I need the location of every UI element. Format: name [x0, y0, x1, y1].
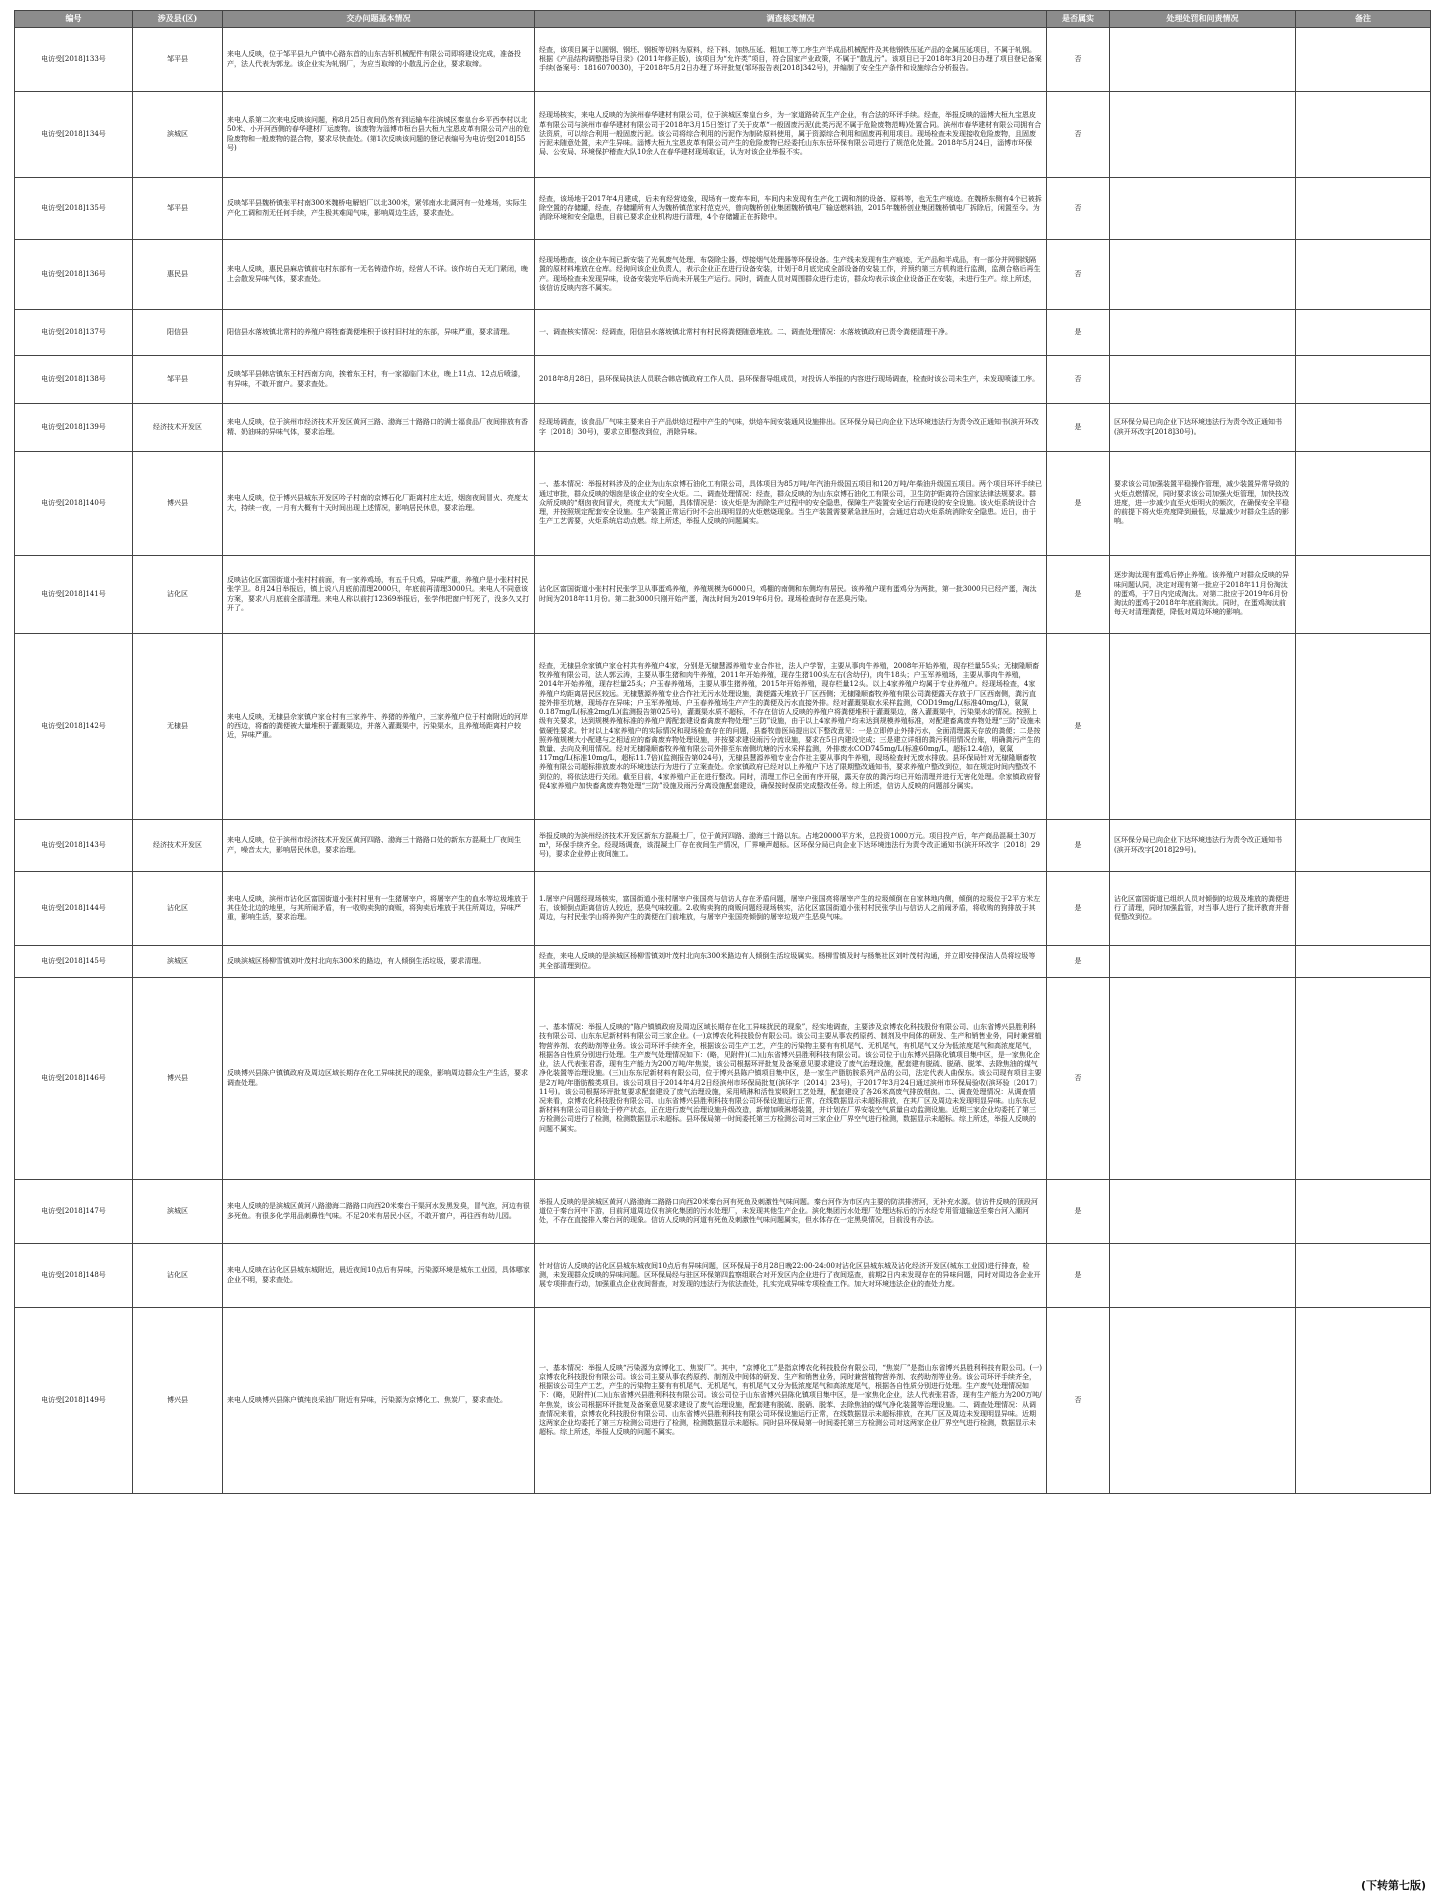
cell-truth-flag: 否 — [1047, 356, 1110, 404]
cell-remark — [1296, 820, 1431, 872]
cell-truth-flag: 是 — [1047, 634, 1110, 820]
cell-finding-text: 举报反映的为滨州经济技术开发区新东方混凝土厂，位于黄河四路、渤海三十路以东。占地20000平方米，总投资1000万元。项目投产后，年产商品混凝土30万m³，环保手续齐全。经现场调查，该混凝土厂存在夜间生产情况，厂界噪声超标。区环保分局已向企业下达环境违法行为责令改正通知书(滨开环改字〔2018〕29号)，要求企业停止夜间施工。 — [535, 820, 1047, 872]
cell-action-text — [1110, 634, 1296, 820]
cell-action-text: 区环保分局已向企业下达环境违法行为责令改正通知书(滨开环改字[2018]29号)。 — [1110, 820, 1296, 872]
cell-issue-text: 反映邹平县魏桥镇张平村南300米魏桥电解铝厂以北300米，紧邻南水北调河有一处堆场，实际生产化工调和剂无任何手续，产生极其难闻气味，影响周边生活，要求查处。 — [223, 178, 535, 240]
cell-case-number: 电访受[2018]147号 — [15, 1180, 133, 1244]
cell-finding-text: 经查，来电人反映的是滨城区杨柳雪镇刘叶茂村北向东300米路边有人倾倒生活垃圾属实。杨柳雪镇及时与杨集社区刘叶茂村沟通，并立即安排保洁人员将垃圾等其全部清理到位。 — [535, 946, 1047, 978]
cell-case-number: 电访受[2018]136号 — [15, 240, 133, 310]
cell-case-number: 电访受[2018]148号 — [15, 1244, 133, 1308]
table-row — [15, 978, 1431, 1180]
cell-case-number: 电访受[2018]137号 — [15, 310, 133, 356]
cell-truth-flag: 否 — [1047, 240, 1110, 310]
cell-finding-text: 针对信访人反映的沾化区县城东城夜间10点后有异味问题，区环保局于8月28日晚22:00-24:00对沾化区县城东城及沾化经济开发区(城东工业园)进行排查，检测，未发现群众反映的异味问题。区环保局经与驻区环保第四监察组联合对开发区内企业进行了夜间巡查，前期2日内未发现存在的异味问题，同时对周边各企业开展专项排查行动，加强重点企业夜间督查，对发现的违法行为依法查处，扎实完成异味专项检查工作。加大对环境违法企业的查处力度。 — [535, 1244, 1047, 1308]
table-row — [15, 404, 1431, 452]
cell-county: 惠民县 — [133, 240, 223, 310]
header-action: 处理处罚和问责情况 — [1110, 11, 1296, 28]
cell-action-text — [1110, 310, 1296, 356]
cell-case-number: 电访受[2018]142号 — [15, 634, 133, 820]
cell-truth-flag: 是 — [1047, 872, 1110, 946]
cell-county: 滨城区 — [133, 92, 223, 178]
cell-truth-flag: 否 — [1047, 28, 1110, 92]
cell-issue-text: 来电人系第二次来电反映该问题，称8月25日夜间仍然有到运输车往滨城区秦皇台乡平西李村以北50米、小开河西侧的春华建材厂运废物。该废物为淄博市桓台县大桓九宝恩皮革有限公司产出的危险废物和一般废物的混合物，要求尽快查处。(第1次反映该问题的登记表编号为电访受[2018]55号) — [223, 92, 535, 178]
table-row — [15, 946, 1431, 978]
cell-remark — [1296, 240, 1431, 310]
cell-county: 滨城区 — [133, 1180, 223, 1244]
header-finding: 调查核实情况 — [535, 11, 1047, 28]
table-row — [15, 28, 1431, 92]
cell-remark — [1296, 872, 1431, 946]
cell-issue-text: 来电人反映的是滨城区黄河八路渤海二路路口向西20米秦台干渠河水发黑发臭，冒气泡，河边有很多死鱼。有很多化学用品刺鼻性气味。不足20米有居民小区，不敢开窗户，再往西有幼儿园。 — [223, 1180, 535, 1244]
cell-finding-text: 一、基本情况：举报人反映“污染源为京博化工、焦炭厂”。其中，“京博化工”是指京博农化科技股份有限公司，“焦炭厂”是指山东省博兴县胜利科技有限公司。(一)京博农化科技股份有限公司。该公司主要从事农药原药、制剂及中间体的研发、生产和销售业务，同时兼营植物营养剂、农药助剂等业务。该公司环评手续齐全，根据该公司生产工艺，产生的污染物主要有有机尾气、无机尾气，有机尾气又分为低浓度尾气和高浓度尾气，根据各自性质分别进行处理。生产废气处理情况如下：(略，见附件)(二)山东省博兴县胜利科技有限公司。该公司位于山东省博兴县陈化镇项目集中区，是一家焦化企业，法人代表张君香，现有生产能力为200万吨/年焦炭，该公司根据环评批复及备案意见要求建设了废气治理设施，配套建有脱硫、脱硝、脱苯、去除焦油的煤气净化装置等治理设施。二、调查处理情况：从调查情况来看，京博农化科技股份有限公司、山东省博兴县胜利科技有限公司环保设施运行正常，在线数据显示未超标排放，在其厂区及周边未发现明显异味。近期这两家企业均委托了第三方检测公司进行了检测，检测数据显示未超标。同时县环保局第一时间委托第三方检测公司对这两家企业厂界空气进行检测，数据显示未超标。综上所述，举报人反映的问题不属实。 — [535, 1308, 1047, 1494]
cell-finding-text: 2018年8月28日，县环保局执法人员联合韩店镇政府工作人员、县环保督导组成员，对投诉人举报的内容进行现场调查，检查时该公司未生产，未发现喷漆工序。 — [535, 356, 1047, 404]
cell-case-number: 电访受[2018]140号 — [15, 452, 133, 556]
cell-remark — [1296, 92, 1431, 178]
cell-case-number: 电访受[2018]145号 — [15, 946, 133, 978]
cell-action-text — [1110, 240, 1296, 310]
table-row — [15, 1244, 1431, 1308]
cell-remark — [1296, 452, 1431, 556]
cell-issue-text: 来电人反映博兴县陈户镇纯良采油厂附近有异味，污染源为京博化工、焦炭厂，要求查处。 — [223, 1308, 535, 1494]
cell-issue-text: 反映博兴县陈户镇镇政府及周边区域长期存在化工异味扰民的现象，影响周边群众生产生活，要求调查处理。 — [223, 978, 535, 1180]
cell-finding-text: 沾化区富国街道小张村村民张学卫从事蛋鸡养殖，养殖规模为6000只，鸡棚的南侧和东侧均有居民。该养殖户现有蛋鸡分为两批，第一批3000只已经产蛋，淘汰时间为2018年11月份。第二批3000只刚开始产蛋，淘汰时间为2019年6月份。现场检查时存在恶臭污染。 — [535, 556, 1047, 634]
header-truth: 是否属实 — [1047, 11, 1110, 28]
cell-remark — [1296, 946, 1431, 978]
cell-county: 滨城区 — [133, 946, 223, 978]
cell-county: 沾化区 — [133, 872, 223, 946]
cell-case-number: 电访受[2018]144号 — [15, 872, 133, 946]
table-row — [15, 634, 1431, 820]
continued-note: (下转第七版) — [1360, 1879, 1426, 1892]
cell-finding-text: 经现场调查，该食品厂气味主要来自于产品烘焙过程中产生的气味，烘焙车间安装通风设施排出。区环保分局已向企业下达环境违法行为责令改正通知书(滨开环改字〔2018〕30号)，要求立即整改到位，消除异味。 — [535, 404, 1047, 452]
cell-truth-flag: 否 — [1047, 978, 1110, 1180]
cell-case-number: 电访受[2018]143号 — [15, 820, 133, 872]
cell-remark — [1296, 634, 1431, 820]
cell-issue-text: 来电人反映，位于滨州市经济技术开发区黄河四路、渤海三十路路口处的新东方混凝土厂夜间生产，噪音太大，影响居民休息，要求治理。 — [223, 820, 535, 872]
cell-truth-flag: 是 — [1047, 1180, 1110, 1244]
cell-finding-text: 经查，无棣县佘家镇户家仓村共有养殖户4家，分别是无棣慧源养殖专业合作社，法人户学智，主要从事肉牛养殖，2008年开始养殖，现存栏量55头；无棣隆顺畜牧养殖有限公司，法人郭云涛，主要从事生猪和肉牛养殖，2011年开始养殖，现存生猪100头左右(含幼仔)，肉牛18头；户玉军养殖场，主要从事肉牛养殖，2014年开始养殖，现存栏量25头；户玉春养殖场，主要从事生猪养殖，2015年开始养殖，现存栏量12头。以上4家养殖户均属于专业养殖户。经现场检查，4家养殖户均距离居民区较远。无棣慧源养殖专业合作社无污水处理设施，粪便露天堆放于厂区西侧；无棣隆顺畜牧养殖有限公司粪便露天存放于厂区西南侧，粪污直接外排至坑塘，现场存在异味；户玉军养殖场、户玉春养殖场生产产生的粪便及污水直接外排。经对灌溉渠取水采样监测，COD19mg/L(标准40mg/L)，氨氮0.187mg/L(标准2mg/L)(监测报告第025号)，灌溉渠水质不超标，不存在信访人反映的养殖户将粪便堆积于灌溉渠边，落入灌溉渠中，污染渠水的情况。按照上级有关要求，达到规模养殖标准的养殖户需配套建设畜禽废弃物处理“三防”设施，由于以上4家养殖户均未达到规模养殖标准，对配建畜禽废弃物处理“三防”设施未做硬性要求。针对以上4家养殖户的实际情况和现场检查存在的问题，县畜牧兽医局提出以下整改意见：一是立即停止外排污水，全面清理露天存放的粪便；二是按照养殖规模大小配建与之相适应的畜禽废弃物处理设施，并按要求建设雨污分流设施，要求在5日内建设完成；三是建立详细的粪污利用情况台账，明确粪污产生的数量、去向及利用情况。经对无棣隆顺畜牧养殖有限公司外排至东南侧坑塘的污水采样监测，外排废水COD745mg/L(标准60mg/L，超标12.4倍)，氨氮117mg/L(标准10mg/L，超标11.7倍)(监测报告第024号)，无棣县慧源养殖专业合作社主要从事肉牛养殖，现场检查时无废水排放。县环保局针对无棣隆顺畜牧养殖有限公司超标排放废水的环境违法行为进行了立案查处。佘家镇政府已经对以上养殖户下达了限期整改通知书，要求养殖户整改到位，如在规定时间内整改不到位的，将依法进行关闭。截至目前，4家养殖户正在进行整改。同时，清理工作已全面有序开展，露天存放的粪污均已开始清理并进行无害化处理。佘家镇政府督促4家养殖户加快畜禽废弃物处理“三防”设施及雨污分离设施配套建设，确保按时保质完成整改任务。综上所述，信访人反映的问题部分属实。 — [535, 634, 1047, 820]
table-row — [15, 1180, 1431, 1244]
cell-truth-flag: 否 — [1047, 1308, 1110, 1494]
cell-finding-text: 经现场勘查，该企业车间已新安装了光氧废气处理、布袋除尘器，焊接烟气处理器等环保设备。生产线未发现有生产痕迹，无产品和半成品，有一部分并网铜线隔置的原材料堆放在仓库。经询问该企业负责人，表示企业正在进行设备安装，计划于8月底完成全部设备的安装工作，并预约第三方机构进行监测，监测合格后再生产。现场检查未发现异味，设备安装完毕后尚未开展生产运行。同时，调查人员对周围群众进行走访，群众均表示该企业设备正在安装，未进行生产。综上所述，该信访反映内容不属实。 — [535, 240, 1047, 310]
cell-remark — [1296, 1308, 1431, 1494]
cell-county: 博兴县 — [133, 452, 223, 556]
cell-issue-text: 来电人反映，惠民县麻店镇前屯村东部有一无名铸造作坊，经营人不详。该作坊白天无门紧闭，晚上会散发异味气体，要求查处。 — [223, 240, 535, 310]
cell-case-number: 电访受[2018]133号 — [15, 28, 133, 92]
cell-finding-text: 经现场核实，来电人反映的为滨州春华建材有限公司，位于滨城区秦皇台乡，为一家道路砖瓦生产企业，有合法的环评手续。经查，举报反映的淄博大桓九宝恩皮革有限公司与滨州市春华建材有限公司于2018年3月15日签订了关于皮革“一般固废污泥(此类污泥不属于危险废物范畴)处置合同。滨州市春华建材有限公司拥有合法资质，可以综合利用一般固废污泥。该公司将综合利用的污泥作为制砖原料使用，属于资源综合利用和固废再利用项目。现场检查未发现接收危险废物，且固废污泥未随意处置，未产生异味。淄博大桓九宝恩皮革有限公司产生的危险废物已经委托山东东岳环保有限公司进行了规范化处置。2018年5月24日，淄博市环保局、公安局、环境保护稽查大队10余人在春华建材现场取证，认为对该企业举报不实。 — [535, 92, 1047, 178]
cases-table — [14, 10, 1431, 1494]
header-case-number: 编号 — [15, 11, 133, 28]
cell-truth-flag: 否 — [1047, 92, 1110, 178]
table-row — [15, 556, 1431, 634]
table-row — [15, 178, 1431, 240]
cell-action-text: 区环保分局已向企业下达环境违法行为责令改正通知书(滨开环改字[2018]30号)。 — [1110, 404, 1296, 452]
header-issue: 交办问题基本情况 — [223, 11, 535, 28]
cell-county: 经济技术开发区 — [133, 820, 223, 872]
cell-truth-flag: 是 — [1047, 556, 1110, 634]
cell-remark — [1296, 1244, 1431, 1308]
cell-county: 博兴县 — [133, 978, 223, 1180]
table-header-row — [15, 11, 1431, 28]
cell-remark — [1296, 404, 1431, 452]
table-row — [15, 872, 1431, 946]
cell-action-text — [1110, 1244, 1296, 1308]
cell-case-number: 电访受[2018]146号 — [15, 978, 133, 1180]
cell-county: 阳信县 — [133, 310, 223, 356]
cell-issue-text: 来电人反映在沾化区县城东城附近，晨近夜间10点后有异味，污染源环境是城东工业园，具体哪家企业不明，要求查处。 — [223, 1244, 535, 1308]
disclosure-table-sheet — [14, 10, 1430, 1494]
cell-finding-text: 经查，该场地于2017年4月建成，后未有经营迹象，现场有一废弃车间，车间内未发现有生产化工调和剂的设备、原料等，也无生产痕迹。在魏桥东侧有4个已被拆除空置的存储罐，经查，存储罐所有人为魏桥镇范家村范克兴，曾向魏桥创业集团魏桥镇电厂输送燃料油，2015年魏桥创业集团魏桥镇电厂拆除后，闲置至今。为消除环境和安全隐患，目前已要求企业机构进行清理，4个存储罐正在拆除中。 — [535, 178, 1047, 240]
cell-action-text — [1110, 1308, 1296, 1494]
cell-county: 博兴县 — [133, 1308, 223, 1494]
cell-county: 无棣县 — [133, 634, 223, 820]
cell-truth-flag: 否 — [1047, 178, 1110, 240]
cell-remark — [1296, 28, 1431, 92]
cell-case-number: 电访受[2018]134号 — [15, 92, 133, 178]
cell-issue-text: 反映邹平县韩店镇东王村西南方向，挨着东王村，有一家福临门木业，晚上11点、12点后喷漆，有异味，不敢开窗户。要求查处。 — [223, 356, 535, 404]
cell-remark — [1296, 356, 1431, 404]
cell-remark — [1296, 556, 1431, 634]
cell-truth-flag: 是 — [1047, 310, 1110, 356]
table-row — [15, 820, 1431, 872]
cell-finding-text: 经查，该项目属于以圆钢、钢坯、钢板等切料为原料，经下料、加热压延、粗加工等工序生产半成品机械配件及其他钢铁压延产品的金属压延项目，不属于轧钢。根据《产品结构调整指导目录》(2011年修正版)，该项目为“允许类”项目，符合国家产业政策，不属于“散乱污”。该项目已于2018年3月20日办理了项目登记备案手续(备案号：1816070030)，于2018年5月2日办理了环评批复(邹环报告表[2018]342号)，并编制了安全生产条件和设施综合分析报告。 — [535, 28, 1047, 92]
cell-issue-text: 来电人反映，位于滨州市经济技术开发区黄河三路、渤海三十路路口的满士福食品厂夜间排放有香精、奶油味的异味气体，要求治理。 — [223, 404, 535, 452]
cell-action-text — [1110, 92, 1296, 178]
cell-remark — [1296, 978, 1431, 1180]
header-remark: 备注 — [1296, 11, 1431, 28]
cell-action-text — [1110, 978, 1296, 1180]
cell-remark — [1296, 178, 1431, 240]
cell-issue-text: 来电人反映，滨州市沾化区富国街道小张村村里有一生猪屠宰户，将屠宰产生的血水等垃圾堆放于其住处北边的地里，与其所闹矛盾，有一收购卖狗的商贩，将狗卖后堆放于其住所周边，异味严重，影响生活，要求治理。 — [223, 872, 535, 946]
table-row — [15, 310, 1431, 356]
cell-issue-text: 阳信县水落坡镇北常村的养殖户将牲畜粪便堆积于该村旧村址的东部，异味严重，要求清理。 — [223, 310, 535, 356]
cell-truth-flag: 是 — [1047, 452, 1110, 556]
cell-county: 沾化区 — [133, 1244, 223, 1308]
cell-action-text — [1110, 946, 1296, 978]
cell-county: 邹平县 — [133, 28, 223, 92]
cell-issue-text: 反映沾化区富国街道小张村村前面，有一家养鸡场，有五千只鸡，异味严重，养殖户是小张村村民张学卫。8月24日举报后，镇上说八月底前清理2000只，年底前再清理3000只。来电人不同意该方案，要求八月底前全部清理。来电人称以前打12369举报后，张学伟把窗户钉死了，没多久又打开了。 — [223, 556, 535, 634]
cell-finding-text: 一、基本情况：举报人反映的“陈户镇镇政府及周边区域长期存在化工异味扰民的现象”，经实地调查，主要涉及京博农化科技股份有限公司、山东省博兴县胜利科技有限公司、山东东尼新材料有限公司三家企业。(一)京博农化科技股份有限公司。该公司主要从事农药原药、制剂及中间体的研发、生产和销售业务，同时兼营植物营养剂、农药助剂等业务。该公司环评手续齐全，根据该公司生产工艺，产生的污染物主要有有机尾气、无机尾气，有机尾气又分为低浓度尾气和高浓度尾气，根据各自性质分别进行处理。生产废气处理情况如下：(略，见附件)(二)山东省博兴县胜利科技有限公司。该公司位于山东博兴县陈化镇项目集中区，是一家焦化企业，法人代表张君香，现有生产能力为200万吨/年焦炭，该公司根据环评批复及备案意见要求建设了废气治理设施，配套建有脱硫、脱硝、脱苯、去除焦油的煤气净化装置等治理设施。(三)山东东尼新材料有限公司，位于博兴县陈户镇项目集中区，是一家生产脂肪胺系列产品的公司，法定代表人曲保东。该公司现有项目主要是2万吨/年脂肪酸类项目。该公司项目于2014年4月2日经滨州市环保局批复(滨环字〔2014〕23号)，于2017年3月24日通过滨州市环保局验收(滨环验〔2017〕11号)。该公司根据环评批复要求配套建设了废气治理设施，采用喷淋和活性炭吸附工艺处理，配套建设了各26米高废气排放烟囱。二、调查处理情况：从调查情况来看，京博农化科技股份有限公司、山东省博兴县胜利科技有限公司环保设施运行正常，在线数据显示未超标排放，在其厂区及周边未发现明显异味。山东东尼新材料有限公司目前处于停产状态，正在进行废气治理设施升级改造，新增加喷淋塔装置，并计划在厂界安装空气质量自动监测设施。近期三家企业均委托了第三方检测公司进行了检测，检测数据显示未超标。县环保局第一时间委托第三方检测公司对三家企业厂界空气进行检测，数据显示未超标。综上所述，举报人反映的问题不属实。 — [535, 978, 1047, 1180]
header-county: 涉及县(区) — [133, 11, 223, 28]
cell-finding-text: 一、基本情况：举报材料涉及的企业为山东京博石油化工有限公司，具体项目为85万吨/年汽油升级国五项目和120万吨/年柴油升级国五项目。两个项目环评手续已通过审批，群众反映的烟囱是该企业的安全火炬。二、调查处理情况：经查，群众反映的为山东京博石油化工有限公司，卫生防护距离符合国家法律法规要求。群众所反映的“烟囱夜间冒火，亮度太大”问题，具体情况是：该火炬是为消除生产过程中的安全隐患，保障生产装置安全运行而建设的安全设施。该火炬系统设计合理，并按照规定配套安全设施。生产装置正常运行时不会出现明显的火炬燃烧现象。当生产装置需要紧急泄压时，会通过启动火炬系统消除安全隐患。近日，由于生产工艺需要，火炬系统启动点燃。综上所述，举报人反映的问题属实。 — [535, 452, 1047, 556]
cell-truth-flag: 是 — [1047, 946, 1110, 978]
cell-case-number: 电访受[2018]149号 — [15, 1308, 133, 1494]
table-body — [15, 28, 1431, 1494]
table-row — [15, 92, 1431, 178]
cell-truth-flag: 是 — [1047, 820, 1110, 872]
cell-action-text: 逐步淘汰现有蛋鸡后停止养殖。该养殖户对群众反映的异味问题认同，决定对现有第一批应于2018年11月份淘汰的蛋鸡，于7日内完成淘汰。对第二批应于2019年6月份淘汰的蛋鸡于2018年年底前淘汰。同时，在蛋鸡淘汰前每天对清理粪便，降低对周边环境的影响。 — [1110, 556, 1296, 634]
cell-case-number: 电访受[2018]135号 — [15, 178, 133, 240]
cell-action-text — [1110, 1180, 1296, 1244]
cell-finding-text: 一、调查核实情况：经调查，阳信县水落坡镇北常村有村民将粪便随意堆放。二、调查处理情况：水落坡镇政府已责令粪便清理干净。 — [535, 310, 1047, 356]
cell-truth-flag: 是 — [1047, 1244, 1110, 1308]
cell-case-number: 电访受[2018]138号 — [15, 356, 133, 404]
cell-issue-text: 反映滨城区杨柳雪镇刘叶茂村北向东300米的路边，有人倾倒生活垃圾，要求清理。 — [223, 946, 535, 978]
cell-action-text: 要求该公司加强装置平稳操作管理，减少装置异常导致的火炬点燃情况，同时要求该公司加强火炬管理，加快技改进度，进一步减少直至火炬明火的频次，在确保安全平稳的前提下将火炬亮度降到最低，尽量减少对群众生活的影响。 — [1110, 452, 1296, 556]
cell-finding-text: 举报人反映的是滨城区黄河八路渤海二路路口向西20米秦台河有死鱼及刺激性气味问题。秦台河作为市区内主要的防洪排涝河，无补充水源。信访件反映的顶段河道位于秦台河中下游，目前河道周边仅有滨化集团的污水处理厂，未发现其他生产企业。滨化集团污水处理厂处理达标后的污水经专用管道输送至秦台河入潮河处，不存在直接排入秦台河的现象。信访人反映的河道有死鱼及刺激性气味问题属实，但水体存在一定黑臭情况，目前没有办法。 — [535, 1180, 1047, 1244]
cell-county: 邹平县 — [133, 178, 223, 240]
cell-issue-text: 来电人反映，位于博兴县城东开发区吟子村南的京博石化厂距离村庄太近，烟囱夜间冒火、亮度太大，持续一夜，一月有大概有十天时间出现上述情况，影响居民休息，要求治理。 — [223, 452, 535, 556]
cell-action-text — [1110, 178, 1296, 240]
cell-finding-text: 1.屠宰户问题经现场核实，富国街道小张村屠宰户张国亮与信访人存在矛盾问题，屠宰户张国亮将屠宰产生的垃圾倾倒在自家林地内侧，倾倒的垃圾位于2平方米左右，该倾倒点距离信访人较近，恶臭气味较重。2.收购卖狗的商贩问题经现场核实，沾化区富国街道小张村村民张学山与信访人之前闹矛盾，将收购的狗排放于其周边，与村民张学山将养狗产生的粪便在门前堆放，与屠宰户张国亮倾倒的屠宰垃圾产生恶臭气味。 — [535, 872, 1047, 946]
cell-case-number: 电访受[2018]139号 — [15, 404, 133, 452]
table-row — [15, 452, 1431, 556]
cell-remark — [1296, 310, 1431, 356]
cell-truth-flag: 是 — [1047, 404, 1110, 452]
cell-issue-text: 来电人反映，无棣县佘家镇户家仓村有三家养牛、养猪的养殖户，三家养殖户位于村南附近的河岸的西边，将畜的粪便被大量堆积于灌溉渠边，并落入灌溉渠中，污染渠水，且养殖场距离村户较近，异味严重。 — [223, 634, 535, 820]
cell-county: 沾化区 — [133, 556, 223, 634]
cell-action-text — [1110, 28, 1296, 92]
cell-county: 邹平县 — [133, 356, 223, 404]
cell-action-text: 沾化区富国街道已组织人员对倾倒的垃圾及堆放的粪便进行了清理，同时加强监管，对当事人进行了批评教育并督促整改到位。 — [1110, 872, 1296, 946]
cell-action-text — [1110, 356, 1296, 404]
table-row — [15, 1308, 1431, 1494]
cell-case-number: 电访受[2018]141号 — [15, 556, 133, 634]
cell-remark — [1296, 1180, 1431, 1244]
cell-issue-text: 来电人反映，位于邹平县九户镇中心路东首的山东吉轩机械配件有限公司即将建设完成，准备投产，法人代表为郭龙。该企业实为轧钢厂，为应当取缔的小散乱污企业，要求取缔。 — [223, 28, 535, 92]
table-row — [15, 356, 1431, 404]
table-row — [15, 240, 1431, 310]
cell-county: 经济技术开发区 — [133, 404, 223, 452]
